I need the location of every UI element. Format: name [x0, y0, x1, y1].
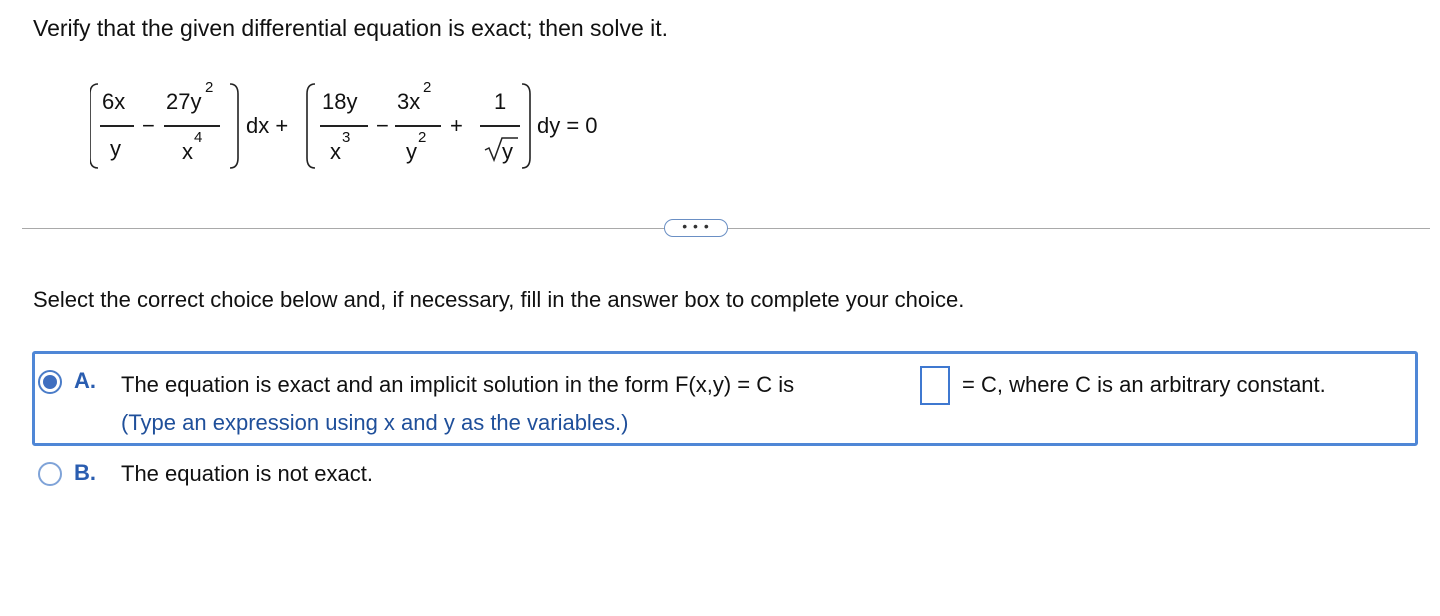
differential-equation [90, 70, 650, 180]
t4-numerator: 3x [397, 89, 421, 114]
t4-denominator: y [406, 139, 417, 164]
t2-fraction-bar [164, 125, 220, 127]
left-paren-1 [90, 84, 98, 168]
t2-denominator: x [182, 139, 193, 164]
choice-b-letter: B. [74, 460, 96, 485]
t2-numerator-exponent: 2 [205, 79, 214, 96]
t3-denominator-exponent: 3 [342, 129, 351, 146]
t4-fraction-bar [395, 125, 441, 127]
t1-fraction-bar [100, 125, 134, 127]
choice-a-letter: A. [74, 368, 96, 393]
more-options-button[interactable]: • • • [664, 219, 728, 237]
dx-plus: dx + [246, 113, 289, 138]
t3-fraction-bar [320, 125, 368, 127]
t4-numerator-exponent: 2 [423, 79, 432, 96]
choice-b-radio[interactable] [38, 462, 62, 486]
plus: + [450, 113, 463, 138]
choice-a-text: The equation is exact and an implicit solution in the form F(x,y) = C is [121, 372, 795, 397]
t3-denominator: x [330, 139, 341, 164]
instruction-text: Select the correct choice below and, if necessary, fill in the answer box to complete your choice. [33, 287, 965, 312]
t5-denominator: y [502, 139, 513, 164]
minus-1: − [142, 113, 155, 138]
answer-input[interactable] [920, 366, 950, 405]
t5-fraction-bar [480, 125, 520, 127]
question-text: Verify that the given differential equation is exact; then solve it. [33, 15, 669, 41]
t2-numerator: 27y [166, 89, 202, 114]
choice-b-text[interactable]: The equation is not exact. [121, 461, 373, 486]
right-paren-1 [230, 84, 238, 168]
choice-a-hint: (Type an expression using x and y as the variables.) [121, 410, 629, 435]
dy-equals-zero: dy = 0 [537, 113, 598, 138]
t3-numerator: 18y [322, 89, 358, 114]
t4-denominator-exponent: 2 [418, 129, 427, 146]
t1-numerator: 6x [102, 89, 126, 114]
right-paren-2 [522, 84, 530, 168]
choice-a-radio[interactable] [38, 370, 62, 394]
t1-denominator: y [110, 136, 121, 161]
left-paren-2 [307, 84, 315, 168]
choice-a-text-after: = C, where C is an arbitrary constant. [962, 372, 1326, 397]
minus-2: − [376, 113, 389, 138]
t2-denominator-exponent: 4 [194, 129, 203, 146]
t5-numerator: 1 [494, 89, 507, 114]
